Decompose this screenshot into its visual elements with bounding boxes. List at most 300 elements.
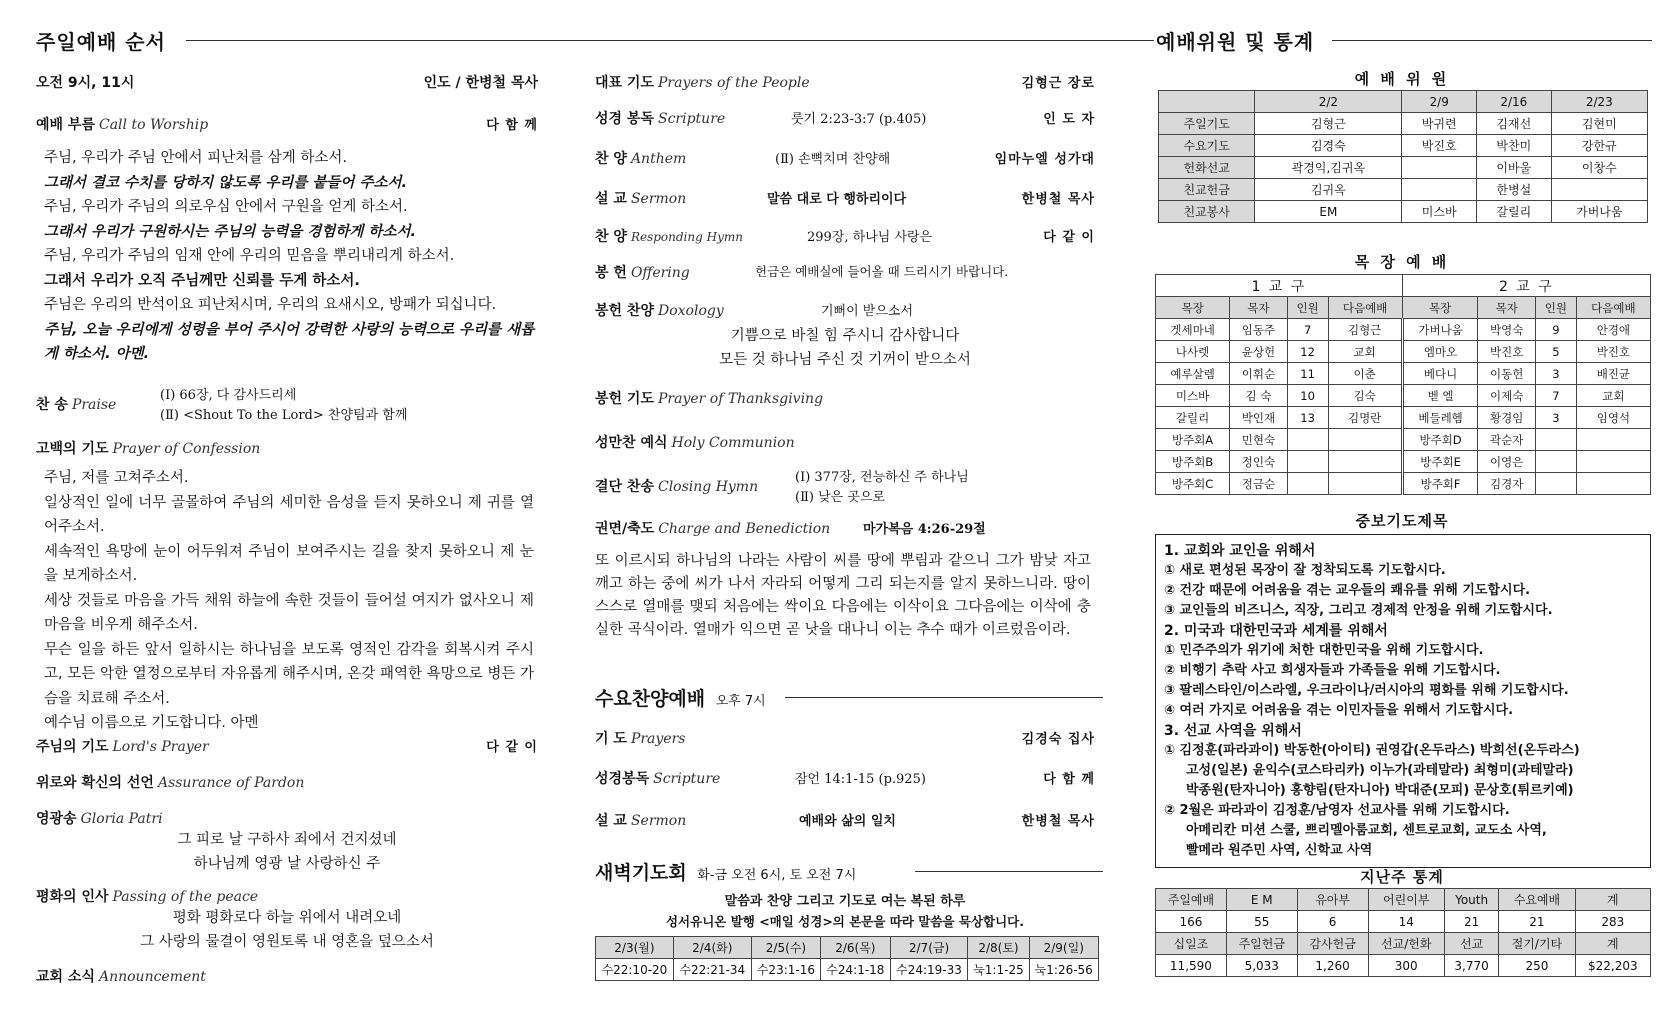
- gloria-lyrics: [36, 828, 538, 876]
- servants-date-cell: 2/2: [1255, 91, 1402, 113]
- dawn-date-cell: 2/8(토): [968, 937, 1029, 959]
- dawn-line-1: 말씀과 찬양 그리고 기도로 여는 복된 하루: [724, 894, 966, 909]
- praise-label: 찬 송: [36, 397, 68, 413]
- servants-name-cell: 갈릴리: [1476, 201, 1551, 223]
- servants-role-cell: 수요기도: [1159, 135, 1255, 157]
- servants-header-row: [1159, 91, 1648, 113]
- pastors-cell: 방주회E: [1402, 451, 1478, 473]
- stats-value-cell: 14: [1368, 911, 1444, 933]
- stats-value-cell: $22,203: [1575, 955, 1650, 977]
- prayer-item: ① 새로 편성된 목장이 잘 정착되도록 기도합시다.: [1164, 563, 1446, 578]
- pastors-cell: 박진호: [1478, 341, 1536, 363]
- confession-line: 일상적인 일에 너무 골몰하여 주님의 세미한 음성을 듣지 못하오니 제 귀를 열어주소서.: [44, 494, 534, 535]
- announcement-label: 교회 소식: [36, 969, 95, 985]
- pastors-cell: 9: [1535, 319, 1576, 341]
- pastors-head-cell: 목장: [1402, 297, 1478, 319]
- stats-title: 지난주 통계: [1360, 868, 1444, 886]
- dawn-text-cell: 수24:19-33: [890, 959, 968, 981]
- dawn-date-cell: 2/5(수): [751, 937, 820, 959]
- pastors-cell: 박영숙: [1478, 319, 1536, 341]
- closing-en: Closing Hymn: [657, 479, 759, 495]
- stats-value-cell: 283: [1575, 911, 1650, 933]
- stats-value-cell: 300: [1368, 955, 1444, 977]
- dawn-text-cell: 눅1:26-56: [1029, 959, 1099, 981]
- pastors-head-cell: 인원: [1287, 297, 1328, 319]
- servants-name-cell: 김재선: [1476, 113, 1551, 135]
- pastors-cell: 정인숙: [1230, 451, 1288, 473]
- doxology-line-1: 기쁨으로 바칠 힘 주시니 감사합니다: [730, 328, 960, 344]
- stats-head-cell: 선교/헌화: [1368, 933, 1444, 955]
- pastors-cell: 안경애: [1576, 319, 1650, 341]
- call-line: 그래서 결코 수치를 당하지 않도록 우리를 붙들어 주소서.: [44, 174, 408, 191]
- praise-hymn-2: (Ⅱ) <Shout To the Lord> 찬양팀과 함께: [160, 408, 408, 423]
- stats-value-cell: 166: [1156, 911, 1227, 933]
- stats-value-cell: 5,033: [1226, 955, 1297, 977]
- servants-name-cell: 김경숙: [1255, 135, 1402, 157]
- pastors-header-row: [1156, 297, 1651, 319]
- servants-row: [1159, 179, 1648, 201]
- confession-line: 세속적인 욕망에 눈이 어두워져 주님이 보여주시는 길을 찾지 못하오니 제 눈을 보게하소서.: [44, 543, 534, 584]
- pastors-title: 목 장 예 배: [1354, 253, 1450, 271]
- pastors-cell: 3: [1535, 363, 1576, 385]
- pastors-cell: 벧 엘: [1402, 385, 1478, 407]
- stats-value-cell: 21: [1444, 911, 1498, 933]
- sermon-row: [595, 188, 1095, 208]
- pastors-row: [1156, 429, 1651, 451]
- dawn-text-cell: 수24:1-18: [821, 959, 890, 981]
- pastors-cell: 베다니: [1402, 363, 1478, 385]
- pastors-cell: 방주회B: [1156, 451, 1230, 473]
- pastors-cell: 황경임: [1478, 407, 1536, 429]
- doxology-line-2: 모든 것 하나님 주신 것 기꺼이 받으소서: [719, 352, 971, 368]
- anthem-row: [595, 148, 1095, 168]
- wed-prayer-who: 김경숙 집사: [1021, 732, 1095, 747]
- prayer-item: 박종원(탄자니아) 홍향림(탄자니아) 박대준(모피) 문상호(튀르키예): [1186, 783, 1574, 798]
- prayer-heading: 1. 교회와 교인을 위해서: [1164, 543, 1316, 559]
- pardon-label: 위로와 확신의 선언: [36, 775, 154, 791]
- prayer-heading: 2. 미국과 대한민국과 세계를 위해서: [1164, 623, 1388, 639]
- pastors-cell: [1328, 473, 1402, 495]
- sunday-section-title: 주일예배 순서: [36, 30, 166, 54]
- wed-scripture-en: Scripture: [653, 771, 721, 787]
- pastors-cell: 12: [1287, 341, 1328, 363]
- gloria-row: [36, 808, 538, 828]
- pastors-cell: [1576, 473, 1650, 495]
- servants-name-cell: 이바울: [1476, 157, 1551, 179]
- wednesday-title: 수요찬양예배: [595, 688, 706, 710]
- scripture-row: [595, 108, 1095, 128]
- pastors-cell: 11: [1287, 363, 1328, 385]
- benediction-label: 권면/축도: [595, 521, 655, 537]
- district-2-header: 2 교 구: [1402, 275, 1650, 297]
- pastors-cell: 김경자: [1478, 473, 1536, 495]
- communion-row: [595, 432, 1095, 452]
- responding-label: 찬 양: [595, 229, 627, 245]
- call-line: 주님, 우리가 주님의 의로우심 안에서 구원을 얻게 하소서.: [44, 199, 408, 215]
- prayers-who: 김형근 장로: [1021, 76, 1095, 91]
- servants-corner-cell: [1159, 91, 1255, 113]
- gloria-en: Gloria Patri: [80, 811, 163, 827]
- benediction-passage: 마가복음 4:26-29절: [863, 522, 986, 537]
- dawn-description: [595, 892, 1095, 932]
- lords-prayer-row: [36, 736, 538, 756]
- peace-line-1: 평화 평화로다 하늘 위에서 내려오네: [172, 910, 402, 926]
- stats-head-cell: E M: [1226, 889, 1297, 911]
- stats-head-cell: 십일조: [1156, 933, 1227, 955]
- stats-value-cell: 1,260: [1297, 955, 1368, 977]
- pastors-cell: [1328, 429, 1402, 451]
- anthem-title: (Ⅱ) 손뼉치며 찬양해: [775, 152, 891, 167]
- pastors-cell: 13: [1287, 407, 1328, 429]
- pastors-cell: 이춘: [1328, 363, 1402, 385]
- call-worship-en: Call to Worship: [98, 117, 209, 133]
- stats-head-cell: 어린이부: [1368, 889, 1444, 911]
- praise-en: Praise: [71, 397, 117, 413]
- dawn-text-cell: 수22:10-20: [596, 959, 674, 981]
- stats-header-row: [1156, 889, 1651, 911]
- pastors-head-cell: 다음예배: [1328, 297, 1402, 319]
- servants-row: [1159, 201, 1648, 223]
- dawn-date-cell: 2/3(월): [596, 937, 674, 959]
- servants-name-cell: 가버나움: [1551, 201, 1647, 223]
- servants-name-cell: EM: [1255, 201, 1402, 223]
- call-line: 주님은 우리의 반석이요 피난처시며, 우리의 요새시오, 방패가 되십니다.: [44, 297, 497, 313]
- sermon-label: 설 교: [595, 191, 627, 207]
- pastors-cell: 7: [1535, 385, 1576, 407]
- servants-name-cell: 강한규: [1551, 135, 1647, 157]
- servants-name-cell: 미스바: [1402, 201, 1477, 223]
- dawn-date-cell: 2/6(목): [821, 937, 890, 959]
- pastors-head-cell: 다음예배: [1576, 297, 1650, 319]
- wed-sermon-title: 예배와 삶의 일치: [799, 814, 896, 829]
- announcement-en: Announcement: [98, 969, 206, 985]
- district-row: [1156, 275, 1651, 297]
- scripture-passage: 룻기 2:23-3:7 (p.405): [791, 112, 927, 127]
- dawn-texts-row: [596, 959, 1099, 981]
- benediction-text: 또 이르시되 하나님의 나라는 사람이 씨를 땅에 뿌림과 같으니 그가 밤낮 자고 깨고 하는 중에 씨가 나서 자라되 어떻게 그리 되는지를 알지 못하느니라. 땅이 스스로 열매를 맺되 처음에는 싹이요 다음에는 이삭이요 그다음에는 이삭에 충실한 곡식이라. 열매가 익으면 곧 낫을 대나니 이는 추수 때가 이르렀음이라.: [595, 553, 1091, 638]
- stats-value-cell: 3,770: [1444, 955, 1498, 977]
- doxology-title: 기뻐이 받으소서: [821, 304, 914, 319]
- responding-who: 다 같 이: [1043, 230, 1095, 245]
- stats-value-row: [1156, 955, 1651, 977]
- wed-prayer-row: [595, 728, 1095, 748]
- scripture-label: 성경 봉독: [595, 111, 654, 127]
- pastors-cell: 배진균: [1576, 363, 1650, 385]
- servants-row: [1159, 113, 1648, 135]
- sunday-order-column: [36, 0, 538, 1020]
- confession-en: Prayer of Confession: [112, 441, 261, 457]
- lords-prayer-label: 주님의 기도: [36, 739, 109, 755]
- servants-name-cell: [1402, 179, 1477, 201]
- pastors-cell: 나사렛: [1156, 341, 1230, 363]
- pastors-cell: 이제숙: [1478, 385, 1536, 407]
- servants-role-cell: 헌화선교: [1159, 157, 1255, 179]
- dawn-line-2: 성서유니온 발행 <매일 성경>의 본문을 따라 말씀을 묵상합니다.: [665, 914, 1025, 929]
- stats-value-cell: 250: [1499, 955, 1575, 977]
- pastors-row: [1156, 341, 1651, 363]
- pastors-cell: 민현숙: [1230, 429, 1288, 451]
- pastors-cell: 방주회D: [1402, 429, 1478, 451]
- pastors-cell: 엠마오: [1402, 341, 1478, 363]
- pastors-cell: [1287, 473, 1328, 495]
- pastors-cell: 박진호: [1576, 341, 1650, 363]
- wednesday-time: 오후 7시: [715, 694, 766, 709]
- service-order-column-2: [595, 0, 1095, 1020]
- doxology-en: Doxology: [657, 303, 724, 319]
- servants-name-cell: 곽경익,김귀옥: [1255, 157, 1402, 179]
- prayer-item: ③ 교인들의 비즈니스, 직장, 그리고 경제적 안정을 위해 기도합시다.: [1164, 603, 1553, 618]
- praise-hymn-1: (Ⅰ) 66장, 다 감사드리세: [160, 388, 297, 403]
- praise-row: [36, 384, 538, 426]
- dawn-time: 화-금 오전 6시, 토 오전 7시: [697, 868, 857, 883]
- wed-sermon-label: 설 교: [595, 813, 627, 829]
- pastors-cell: 7: [1287, 319, 1328, 341]
- pastors-cell: [1576, 451, 1650, 473]
- prayer-heading: 3. 선교 사역을 위해서: [1164, 723, 1302, 739]
- stats-value-cell: 6: [1297, 911, 1368, 933]
- servants-table: [1158, 90, 1648, 223]
- pastors-head-cell: 인원: [1535, 297, 1576, 319]
- servants-row: [1159, 157, 1648, 179]
- call-line: 주님, 우리가 주님 안에서 피난처를 삼게 하소서.: [44, 150, 348, 166]
- servants-name-cell: 김현미: [1551, 113, 1647, 135]
- call-to-worship-text: [44, 146, 538, 367]
- responding-hymn-row: [595, 226, 1095, 246]
- pastors-cell: 교회: [1328, 341, 1402, 363]
- sermon-who: 한병철 목사: [1021, 192, 1095, 207]
- prayer-item: 아메리칸 미션 스쿨, 쁘리멜아룸교회, 센트로교회, 교도소 사역,: [1186, 823, 1547, 838]
- confession-line: 주님, 저를 고쳐주소서.: [44, 470, 189, 486]
- pastors-cell: 이휘순: [1230, 363, 1288, 385]
- servants-name-cell: [1551, 179, 1647, 201]
- pastors-cell: 곽순자: [1478, 429, 1536, 451]
- sermon-en: Sermon: [630, 191, 687, 207]
- dawn-divider: [915, 871, 1103, 872]
- wed-sermon-en: Sermon: [630, 813, 687, 829]
- peace-row: [36, 886, 538, 906]
- pastors-head-cell: 목자: [1478, 297, 1536, 319]
- lords-prayer-en: Lord's Prayer: [112, 739, 209, 755]
- sermon-title: 말씀 대로 다 행하리이다: [767, 192, 907, 207]
- call-worship-label: 예배 부름: [36, 117, 95, 133]
- stats-header-row: [1156, 933, 1651, 955]
- offering-en: Offering: [630, 265, 690, 281]
- wed-sermon-row: [595, 810, 1095, 830]
- pastors-row: [1156, 319, 1651, 341]
- servants-row: [1159, 135, 1648, 157]
- stats-section-title: 예배위원 및 통계: [1156, 30, 1315, 54]
- prayer-item: ① 민주주의가 위기에 처한 대한민국을 위해 기도합시다.: [1164, 643, 1484, 658]
- pastors-head-cell: 목장: [1156, 297, 1230, 319]
- dawn-title: 새벽기도회: [595, 862, 687, 884]
- prayer-item: ② 비행기 추락 사고 희생자들과 가족들을 위해 기도합시다.: [1164, 663, 1501, 678]
- prayer-item: 빨메라 원주민 사역, 신학교 사역: [1186, 843, 1373, 858]
- prayer-title: 중보기도제목: [1355, 512, 1449, 530]
- pastors-row: [1156, 451, 1651, 473]
- pastors-cell: 베들레헴: [1402, 407, 1478, 429]
- pastors-cell: 방주회C: [1156, 473, 1230, 495]
- stats-head-cell: 선교: [1444, 933, 1498, 955]
- announcement-row: [36, 966, 538, 986]
- pastors-cell: [1535, 451, 1576, 473]
- responding-hymn: 299장, 하나님 사랑은: [807, 230, 933, 245]
- prayer-item: ③ 팔레스타인/이스라엘, 우크라이나/러시아의 평화를 위해 기도합시다.: [1164, 683, 1569, 698]
- dawn-dates-row: [596, 937, 1099, 959]
- confession-line: 세상 것들로 마음을 가득 채워 하늘에 속한 것들이 들어설 여지가 없사오니 제 마음을 비우게 해주소서.: [44, 592, 534, 633]
- pastors-cell: 가버나움: [1402, 319, 1478, 341]
- pastors-cell: [1287, 429, 1328, 451]
- pastors-cell: [1535, 429, 1576, 451]
- communion-label: 성만찬 예식: [595, 435, 668, 451]
- peace-label: 평화의 인사: [36, 889, 109, 905]
- pastors-cell: [1576, 429, 1650, 451]
- pastors-cell: 이동헌: [1478, 363, 1536, 385]
- pastors-row: [1156, 473, 1651, 495]
- doxology-label: 봉헌 찬양: [595, 303, 654, 319]
- call-line: 그래서 우리가 구원하시는 주님의 능력을 경험하게 하소서.: [44, 223, 416, 240]
- prayers-en: Prayers of the People: [657, 75, 810, 91]
- responding-en: Responding Hymn: [630, 230, 743, 244]
- pastors-cell: 윤상헌: [1230, 341, 1288, 363]
- pastors-cell: 김숙: [1328, 385, 1402, 407]
- lords-prayer-who: 다 같 이: [486, 740, 538, 755]
- dawn-date-cell: 2/9(일): [1029, 937, 1099, 959]
- stats-value-cell: 11,590: [1156, 955, 1227, 977]
- thanksgiving-label: 봉헌 기도: [595, 391, 654, 407]
- pastors-row: [1156, 385, 1651, 407]
- call-line: 그래서 우리가 오직 주님께만 신뢰를 두게 하소서.: [44, 272, 360, 289]
- doxology-row: [595, 300, 1095, 320]
- pastors-cell: 방주회A: [1156, 429, 1230, 451]
- pardon-row: [36, 772, 538, 792]
- prayer-item: ① 김정훈(파라과이) 박동한(아이티) 권영갑(온두라스) 박희선(온두라스): [1164, 743, 1580, 758]
- stats-head-cell: 계: [1575, 933, 1650, 955]
- pastors-cell: 5: [1535, 341, 1576, 363]
- confession-label: 고백의 기도: [36, 441, 109, 457]
- servants-name-cell: 한병설: [1476, 179, 1551, 201]
- offering-note: 헌금은 예배실에 들어올 때 드리시기 바랍니다.: [755, 264, 1009, 279]
- service-time-row: [36, 72, 538, 92]
- wednesday-header: [595, 684, 1095, 712]
- servants-name-cell: 이창수: [1551, 157, 1647, 179]
- prayer-item: ④ 여러 가지로 어려움을 겪는 이민자들을 위해서 기도합시다.: [1164, 703, 1514, 718]
- stats-table: [1155, 888, 1651, 977]
- pastors-row: [1156, 363, 1651, 385]
- pastors-cell: 3: [1535, 407, 1576, 429]
- closing-label: 결단 찬송: [595, 479, 654, 495]
- servants-title: 예 배 위 원: [1354, 70, 1450, 88]
- pastors-cell: 김형근: [1328, 319, 1402, 341]
- service-time: 오전 9시, 11시: [36, 75, 135, 91]
- pastors-cell: [1535, 473, 1576, 495]
- wed-scripture-label: 성경봉독: [595, 771, 650, 787]
- pastors-cell: [1328, 451, 1402, 473]
- pastors-cell: 겟세마네: [1156, 319, 1230, 341]
- pastors-cell: 김명란: [1328, 407, 1402, 429]
- pastors-cell: 갈릴리: [1156, 407, 1230, 429]
- doxology-lyrics: [595, 324, 1095, 372]
- servants-name-cell: 김형근: [1255, 113, 1402, 135]
- servants-date-cell: 2/23: [1551, 91, 1647, 113]
- pastors-cell: 10: [1287, 385, 1328, 407]
- servants-name-cell: 박찬미: [1476, 135, 1551, 157]
- stats-value-cell: 55: [1226, 911, 1297, 933]
- offering-row: [595, 262, 1095, 282]
- wed-prayer-label: 기 도: [595, 731, 627, 747]
- anthem-who: 임마누엘 성가대: [994, 152, 1095, 167]
- pardon-en: Assurance of Pardon: [157, 775, 305, 791]
- servants-name-cell: 박귀련: [1402, 113, 1477, 135]
- offering-label: 봉 헌: [595, 265, 627, 281]
- dawn-text-cell: 수23:1-16: [751, 959, 820, 981]
- pastors-cell: 예루살렘: [1156, 363, 1230, 385]
- call-line: 주님, 오늘 우리에게 성령을 부어 주시어 강력한 사랑의 능력으로 우리를 새롭게 하소서. 아멘.: [44, 321, 535, 362]
- gloria-line-2: 하나님께 영광 날 사랑하신 주: [193, 856, 381, 872]
- gloria-line-1: 그 피로 날 구하사 죄에서 건지셨네: [177, 832, 397, 848]
- pastors-row: [1156, 407, 1651, 429]
- prayer-item: ② 건강 때문에 어려움을 겪는 교우들의 쾌유를 위해 기도합시다.: [1164, 583, 1531, 598]
- district-1-header: 1 교 구: [1156, 275, 1403, 297]
- pastors-cell: 박인재: [1230, 407, 1288, 429]
- prayers-label: 대표 기도: [595, 75, 654, 91]
- thanksgiving-row: [595, 388, 1095, 408]
- dawn-date-cell: 2/7(금): [890, 937, 968, 959]
- stats-head-cell: 감사헌금: [1297, 933, 1368, 955]
- servants-name-cell: 김귀옥: [1255, 179, 1402, 201]
- prayer-topics-box: [1155, 534, 1651, 868]
- closing-hymn-row: [595, 466, 1095, 508]
- anthem-en: Anthem: [630, 151, 687, 167]
- confession-line: 예수님 이름으로 기도합니다. 아멘: [44, 715, 259, 731]
- closing-hymn-1: (Ⅰ) 377장, 전능하신 주 하나님: [795, 470, 969, 485]
- confession-line: 무슨 일을 하든 앞서 일하시는 하나님을 보도록 영적인 감각을 회복시켜 주시고, 모든 악한 열정으로부터 자유롭게 해주시며, 온갖 패역한 욕망으로 병든 가슴을 치료해 주소서.: [44, 641, 534, 707]
- communion-en: Holy Communion: [671, 435, 795, 451]
- dawn-schedule-table: [595, 936, 1099, 981]
- pastors-cell: 김 숙: [1230, 385, 1288, 407]
- pastors-table: [1155, 274, 1651, 495]
- pastors-cell: 방주회F: [1402, 473, 1478, 495]
- prayer-item: ② 2월은 파라과이 김정훈/남영자 선교사를 위해 기도합시다.: [1164, 803, 1510, 818]
- wed-sermon-who: 한병철 목사: [1021, 814, 1095, 829]
- call-line: 주님, 우리가 주님의 임재 안에 우리의 믿음을 뿌리내리게 하소서.: [44, 248, 455, 264]
- stats-head-cell: 주일예배: [1156, 889, 1227, 911]
- servants-name-cell: 박진호: [1402, 135, 1477, 157]
- peace-lyrics: [36, 906, 538, 954]
- stats-head-cell: 절기/기타: [1499, 933, 1575, 955]
- call-worship-who: 다 함 께: [486, 118, 538, 133]
- gloria-label: 영광송: [36, 811, 77, 827]
- scripture-en: Scripture: [657, 111, 726, 127]
- pastors-cell: [1287, 451, 1328, 473]
- confession-row: [36, 438, 538, 458]
- prayers-people-row: [595, 72, 1095, 92]
- peace-line-2: 그 사랑의 물결이 영원토록 내 영혼을 덮으소서: [140, 934, 434, 950]
- service-leader: 인도 / 한병철 목사: [423, 75, 538, 91]
- pastors-head-cell: 목자: [1230, 297, 1288, 319]
- pastors-cell: 교회: [1576, 385, 1650, 407]
- servants-role-cell: 친교봉사: [1159, 201, 1255, 223]
- confession-text: [44, 466, 534, 736]
- closing-hymn-2: (Ⅱ) 낮은 곳으로: [795, 490, 886, 505]
- peace-en: Passing of the peace: [112, 889, 259, 905]
- servants-role-cell: 친교헌금: [1159, 179, 1255, 201]
- stats-head-cell: 계: [1575, 889, 1650, 911]
- dawn-text-cell: 눅1:1-25: [968, 959, 1029, 981]
- dawn-header: [595, 858, 1095, 886]
- servants-name-cell: [1402, 157, 1477, 179]
- wed-scripture-row: [595, 768, 1095, 788]
- call-to-worship-row: [36, 114, 538, 134]
